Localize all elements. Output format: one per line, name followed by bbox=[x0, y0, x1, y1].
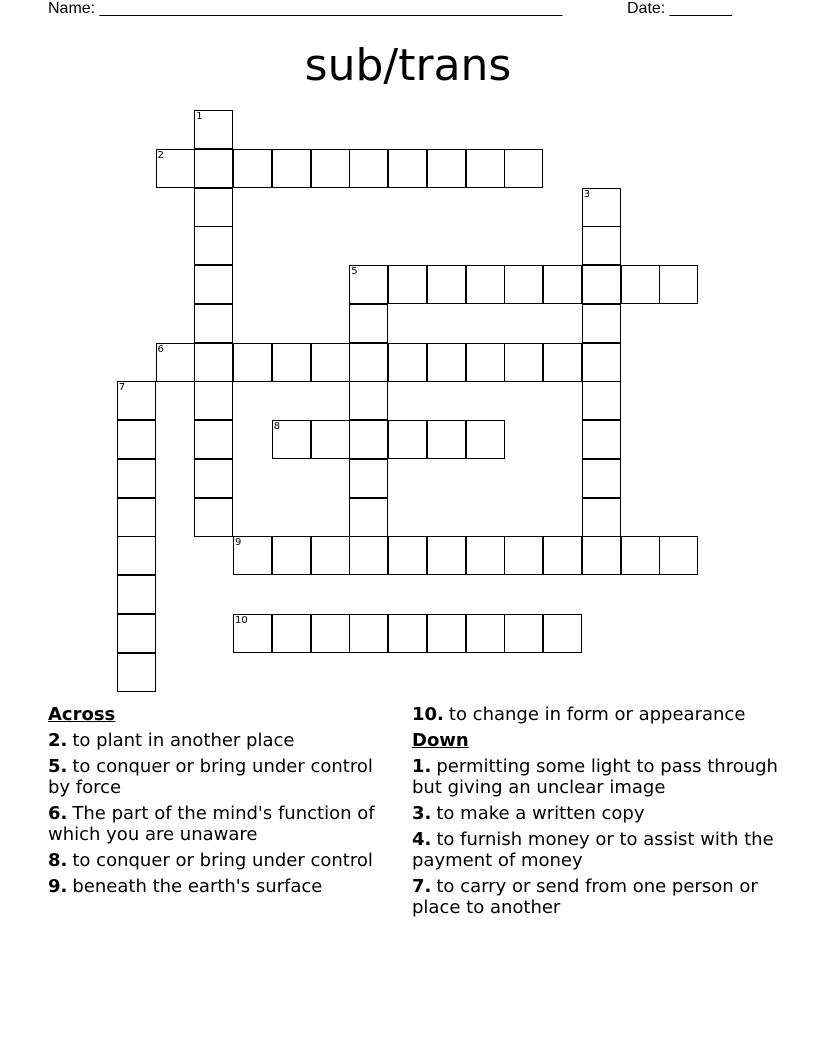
grid-cell[interactable] bbox=[466, 265, 505, 304]
across-clue-5 bbox=[48, 756, 393, 798]
grid-cell[interactable] bbox=[349, 381, 388, 420]
down-clue-4 bbox=[412, 829, 782, 871]
grid-cell[interactable] bbox=[311, 420, 350, 459]
grid-cell[interactable] bbox=[543, 614, 582, 653]
grid-cell[interactable] bbox=[504, 149, 543, 188]
grid-cell[interactable] bbox=[117, 420, 156, 459]
grid-cell[interactable] bbox=[466, 536, 505, 575]
clue-text: to make a written copy bbox=[436, 803, 645, 824]
grid-cell[interactable] bbox=[427, 420, 466, 459]
grid-cell[interactable] bbox=[659, 536, 698, 575]
clue-number-label: 10 bbox=[235, 614, 248, 626]
grid-cell[interactable] bbox=[233, 614, 272, 653]
grid-cell[interactable] bbox=[349, 265, 388, 304]
grid-cell[interactable] bbox=[349, 304, 388, 343]
clue-text: to conquer or bring under control bbox=[72, 850, 373, 871]
grid-cell[interactable] bbox=[621, 536, 660, 575]
grid-cell[interactable] bbox=[194, 304, 233, 343]
grid-cell[interactable] bbox=[349, 498, 388, 537]
grid-cell[interactable] bbox=[117, 536, 156, 575]
grid-cell[interactable] bbox=[388, 614, 427, 653]
grid-cell[interactable] bbox=[388, 343, 427, 382]
grid-cell[interactable] bbox=[388, 149, 427, 188]
grid-cell[interactable] bbox=[194, 110, 233, 149]
clue-number: 9. bbox=[48, 876, 68, 897]
grid-cell[interactable] bbox=[117, 614, 156, 653]
clue-number-label: 7 bbox=[118, 382, 126, 394]
down-clue-3 bbox=[412, 803, 782, 824]
clue-text: beneath the earth's surface bbox=[72, 876, 323, 897]
grid-cell[interactable] bbox=[582, 265, 621, 304]
grid-cell[interactable] bbox=[311, 149, 350, 188]
grid-cell[interactable] bbox=[194, 381, 233, 420]
grid-cell[interactable] bbox=[194, 459, 233, 498]
clue-text: to change in form or appearance bbox=[448, 704, 746, 725]
grid-cell[interactable] bbox=[117, 381, 156, 420]
grid-cell[interactable] bbox=[311, 536, 350, 575]
grid-cell[interactable] bbox=[504, 265, 543, 304]
across-clue-6 bbox=[48, 803, 393, 845]
across-heading: Across bbox=[48, 704, 116, 725]
grid-cell[interactable] bbox=[543, 343, 582, 382]
grid-cell[interactable] bbox=[233, 149, 272, 188]
grid-cell[interactable] bbox=[194, 343, 233, 382]
clues-left-column bbox=[48, 704, 393, 902]
down-clue-7 bbox=[412, 876, 782, 918]
clue-text: to plant in another place bbox=[72, 730, 295, 751]
grid-cell[interactable] bbox=[117, 653, 156, 692]
down-heading: Down bbox=[412, 730, 469, 751]
clue-number: 8. bbox=[48, 850, 68, 871]
grid-cell[interactable] bbox=[117, 575, 156, 614]
grid-cell[interactable] bbox=[311, 614, 350, 653]
across-clue-9 bbox=[48, 876, 393, 897]
grid-cell[interactable] bbox=[272, 536, 311, 575]
grid-cell[interactable] bbox=[504, 614, 543, 653]
page-title: sub/trans bbox=[304, 40, 512, 91]
clue-number: 7. bbox=[412, 876, 432, 897]
grid-cell[interactable] bbox=[427, 265, 466, 304]
clue-number-label: 2 bbox=[157, 149, 164, 161]
clue-number-label: 9 bbox=[235, 537, 242, 549]
grid-cell[interactable] bbox=[582, 381, 621, 420]
grid-cell[interactable] bbox=[349, 420, 388, 459]
clue-text: to conquer or bring under control by force bbox=[48, 756, 373, 798]
clue-number-label: 8 bbox=[273, 421, 281, 432]
grid-cell[interactable] bbox=[466, 614, 505, 653]
clue-number-label: 3 bbox=[583, 188, 591, 200]
across-clue-10 bbox=[412, 704, 782, 725]
grid-cell[interactable] bbox=[388, 265, 427, 304]
name-field-label: Name: ____________________________________________________ bbox=[48, 0, 563, 17]
clue-number: 5. bbox=[48, 756, 68, 777]
clue-number-label: 6 bbox=[157, 343, 164, 355]
grid-cell[interactable] bbox=[427, 149, 466, 188]
grid-cell[interactable] bbox=[311, 343, 350, 382]
grid-cell[interactable] bbox=[194, 420, 233, 459]
grid-cell[interactable] bbox=[349, 536, 388, 575]
grid-cell[interactable] bbox=[349, 459, 388, 498]
grid-cell[interactable] bbox=[272, 343, 311, 382]
clue-text: to carry or send from one person or place to another bbox=[412, 876, 758, 918]
grid-cell[interactable] bbox=[582, 304, 621, 343]
across-clue-2 bbox=[48, 730, 393, 751]
clues-right-column bbox=[412, 704, 782, 923]
grid-cell[interactable] bbox=[388, 536, 427, 575]
grid-cell[interactable] bbox=[117, 498, 156, 537]
grid-cell[interactable] bbox=[194, 498, 233, 537]
clue-number: 6. bbox=[48, 803, 68, 824]
grid-cell[interactable] bbox=[582, 420, 621, 459]
grid-cell[interactable] bbox=[156, 343, 195, 382]
grid-cell[interactable] bbox=[156, 149, 195, 188]
grid-cell[interactable] bbox=[621, 265, 660, 304]
grid-cell[interactable] bbox=[543, 265, 582, 304]
grid-cell[interactable] bbox=[349, 614, 388, 653]
grid-cell[interactable] bbox=[582, 188, 621, 227]
clue-number: 1. bbox=[412, 756, 432, 777]
clue-text: to furnish money or to assist with the payment of money bbox=[412, 829, 774, 871]
clue-number: 10. bbox=[412, 704, 444, 725]
grid-cell[interactable] bbox=[272, 420, 311, 459]
grid-cell[interactable] bbox=[194, 149, 233, 188]
grid-cell[interactable] bbox=[194, 265, 233, 304]
grid-cell[interactable] bbox=[194, 188, 233, 227]
grid-cell[interactable] bbox=[272, 614, 311, 653]
grid-cell[interactable] bbox=[349, 149, 388, 188]
grid-cell[interactable] bbox=[349, 343, 388, 382]
grid-cell[interactable] bbox=[388, 420, 427, 459]
grid-cell[interactable] bbox=[194, 226, 233, 265]
grid-cell[interactable] bbox=[466, 420, 505, 459]
grid-cell[interactable] bbox=[582, 459, 621, 498]
grid-cell[interactable] bbox=[504, 536, 543, 575]
grid-cell[interactable] bbox=[466, 343, 505, 382]
grid-cell[interactable] bbox=[117, 459, 156, 498]
clue-text: The part of the mind's function of which you are unaware bbox=[48, 803, 375, 845]
grid-cell[interactable] bbox=[582, 498, 621, 537]
grid-cell[interactable] bbox=[582, 536, 621, 575]
clue-number: 4. bbox=[412, 829, 432, 850]
grid-cell[interactable] bbox=[582, 343, 621, 382]
clue-number-label: 1 bbox=[196, 111, 203, 122]
grid-cell[interactable] bbox=[233, 343, 272, 382]
grid-cell[interactable] bbox=[272, 149, 311, 188]
grid-cell[interactable] bbox=[659, 265, 698, 304]
grid-cell[interactable] bbox=[466, 149, 505, 188]
down-clue-1 bbox=[412, 756, 782, 798]
across-clue-8 bbox=[48, 850, 393, 871]
grid-cell[interactable] bbox=[504, 343, 543, 382]
grid-cell[interactable] bbox=[427, 343, 466, 382]
clue-number: 3. bbox=[412, 803, 432, 824]
grid-cell[interactable] bbox=[582, 226, 621, 265]
date-field-label: Date: _______ bbox=[627, 0, 732, 17]
clue-number: 2. bbox=[48, 730, 68, 751]
grid-cell[interactable] bbox=[427, 536, 466, 575]
clue-number-label: 5 bbox=[351, 266, 358, 277]
grid-cell[interactable] bbox=[543, 536, 582, 575]
grid-cell[interactable] bbox=[427, 614, 466, 653]
clue-text: permitting some light to pass through but giving an unclear image bbox=[412, 756, 778, 798]
grid-cell[interactable] bbox=[233, 536, 272, 575]
